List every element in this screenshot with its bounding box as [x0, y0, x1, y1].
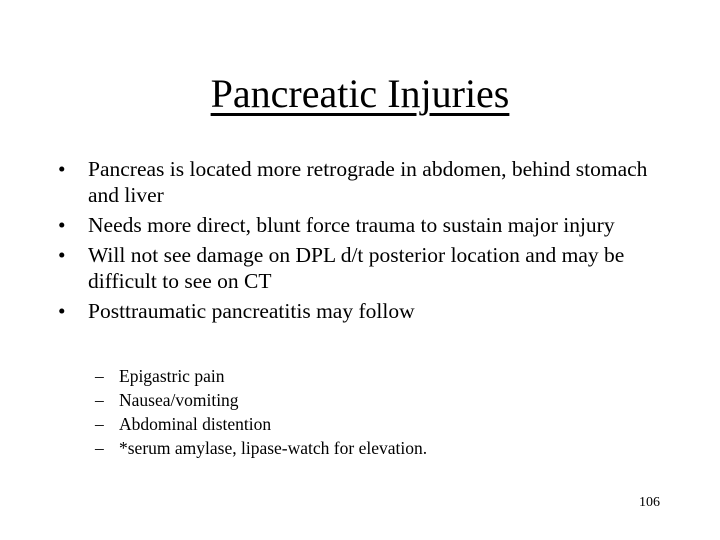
slide-title: Pancreatic Injuries [210, 71, 510, 116]
sub-bullet-marker: – [95, 414, 104, 434]
sub-bullet-list [95, 364, 655, 460]
sub-bullet-marker: – [95, 390, 104, 410]
sub-bullet-item [95, 412, 655, 436]
sub-bullet-text: Nausea/vomiting [119, 390, 239, 410]
bullet-marker: • [58, 157, 66, 181]
sub-bullet-item [95, 364, 655, 388]
sub-bullet-text: *serum amylase, lipase-watch for elevation. [119, 438, 428, 458]
bullet-text: Needs more direct, blunt force trauma to sustain major injury [88, 213, 615, 237]
bullet-marker: • [58, 213, 66, 237]
bullet-item [58, 212, 678, 238]
bullet-item [58, 242, 678, 294]
bullet-marker: • [58, 243, 66, 267]
sub-bullet-text: Abdominal distention [119, 414, 272, 434]
sub-bullet-item [95, 388, 655, 412]
bullet-list [58, 156, 678, 328]
bullet-text: Pancreas is located more retrograde in abdomen, behind stomach and liver [88, 157, 648, 207]
bullet-text: Posttraumatic pancreatitis may follow [88, 299, 415, 323]
bullet-item [58, 298, 678, 324]
bullet-item [58, 156, 678, 208]
sub-bullet-marker: – [95, 438, 104, 458]
sub-bullet-text: Epigastric pain [119, 366, 225, 386]
sub-bullet-marker: – [95, 366, 104, 386]
bullet-marker: • [58, 299, 66, 323]
sub-bullet-item [95, 436, 655, 460]
page-number: 106 [639, 495, 660, 510]
bullet-text: Will not see damage on DPL d/t posterior location and may be difficult to see on CT [88, 243, 625, 293]
